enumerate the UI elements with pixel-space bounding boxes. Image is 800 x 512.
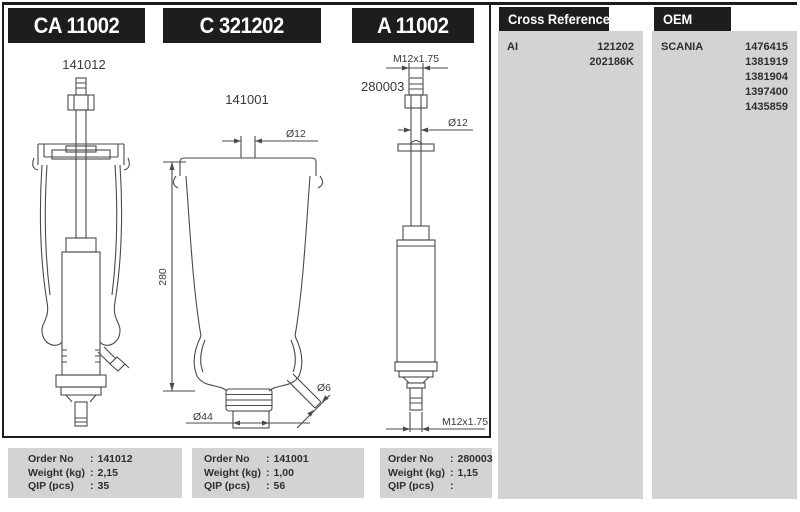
order-no-row xyxy=(28,453,182,467)
weight-row xyxy=(28,467,182,481)
order-no-value: 141001 xyxy=(273,453,309,465)
oem-row xyxy=(661,40,788,55)
weight-value: 1,00 xyxy=(273,466,294,479)
product-code-label: A 11002 xyxy=(377,12,449,38)
product-code-label: CA 11002 xyxy=(33,12,120,38)
drawing-complete-unit xyxy=(33,78,130,426)
separator: : xyxy=(450,453,454,465)
drawing-air-spring xyxy=(163,136,330,428)
part-number-label: 280003 xyxy=(361,79,405,94)
order-no-label: Order No xyxy=(204,453,250,465)
oem-number: 1476415 xyxy=(745,41,788,53)
oem-row xyxy=(661,70,788,85)
cross-references-title: Cross References xyxy=(508,11,618,27)
separator: : xyxy=(450,480,454,492)
cross-reference-row xyxy=(507,40,634,55)
separator: : xyxy=(450,466,454,479)
weight-value: 2,15 xyxy=(97,466,118,479)
order-no-row xyxy=(204,453,364,467)
dimension-thread-top-label: M12x1.75 xyxy=(392,53,440,65)
oem-panel xyxy=(652,31,797,499)
oem-number: 1397400 xyxy=(745,86,788,98)
dimension-dia6-label: Ø6 xyxy=(317,382,332,394)
weight-value: 1,15 xyxy=(457,466,478,479)
oem-brand: SCANIA xyxy=(661,41,704,53)
oem-number: 1435859 xyxy=(745,101,788,113)
separator: : xyxy=(90,453,94,465)
separator: : xyxy=(90,466,94,479)
weight-row xyxy=(204,467,364,481)
part-number-label: 141001 xyxy=(225,92,269,107)
qip-row xyxy=(204,480,364,494)
cross-reference-number: 202186K xyxy=(589,56,634,68)
qip-row xyxy=(388,480,492,494)
dimension-thread-bottom-label: M12x1.75 xyxy=(442,416,489,428)
spec-table-a11002 xyxy=(380,448,492,498)
separator: : xyxy=(266,453,270,465)
cross-references-header xyxy=(499,7,618,31)
product-code-label: C 321202 xyxy=(199,12,285,38)
qip-label: QIP (pcs) xyxy=(388,480,434,492)
cross-reference-row xyxy=(507,55,634,70)
spec-table-c321202 xyxy=(192,448,364,498)
cross-reference-number: 121202 xyxy=(597,41,634,53)
order-no-value: 141012 xyxy=(97,453,133,465)
oem-header xyxy=(654,7,731,31)
order-no-value: 280003 xyxy=(457,453,493,465)
cross-references-panel xyxy=(498,31,643,499)
dimension-dia12-rod-label: Ø12 xyxy=(448,117,468,129)
dimension-dia12-label: Ø12 xyxy=(286,128,306,140)
order-no-label: Order No xyxy=(388,453,434,465)
oem-row xyxy=(661,85,788,100)
weight-row xyxy=(388,467,492,481)
qip-value: 56 xyxy=(273,480,286,492)
separator: : xyxy=(266,466,270,479)
oem-number: 1381919 xyxy=(745,56,788,68)
weight-label: Weight (kg) xyxy=(388,466,445,479)
order-no-row xyxy=(388,453,492,467)
order-no-label: Order No xyxy=(28,453,74,465)
dimension-height280-label: 280 xyxy=(157,268,169,286)
qip-value: 35 xyxy=(97,480,110,492)
weight-label: Weight (kg) xyxy=(204,466,261,479)
part-number-label: 141012 xyxy=(62,57,106,72)
separator: : xyxy=(266,480,270,492)
dimension-dia44-label: Ø44 xyxy=(193,411,213,423)
drawing-shock-absorber xyxy=(386,63,485,432)
qip-row xyxy=(28,480,182,494)
oem-row xyxy=(661,100,788,115)
separator: : xyxy=(90,480,94,492)
cross-reference-brand: AI xyxy=(507,41,518,53)
qip-label: QIP (pcs) xyxy=(28,480,74,492)
oem-number: 1381904 xyxy=(745,71,788,83)
spec-table-ca11002 xyxy=(8,448,182,498)
weight-label: Weight (kg) xyxy=(28,466,85,479)
qip-label: QIP (pcs) xyxy=(204,480,250,492)
oem-row xyxy=(661,55,788,70)
oem-title: OEM xyxy=(663,11,693,27)
